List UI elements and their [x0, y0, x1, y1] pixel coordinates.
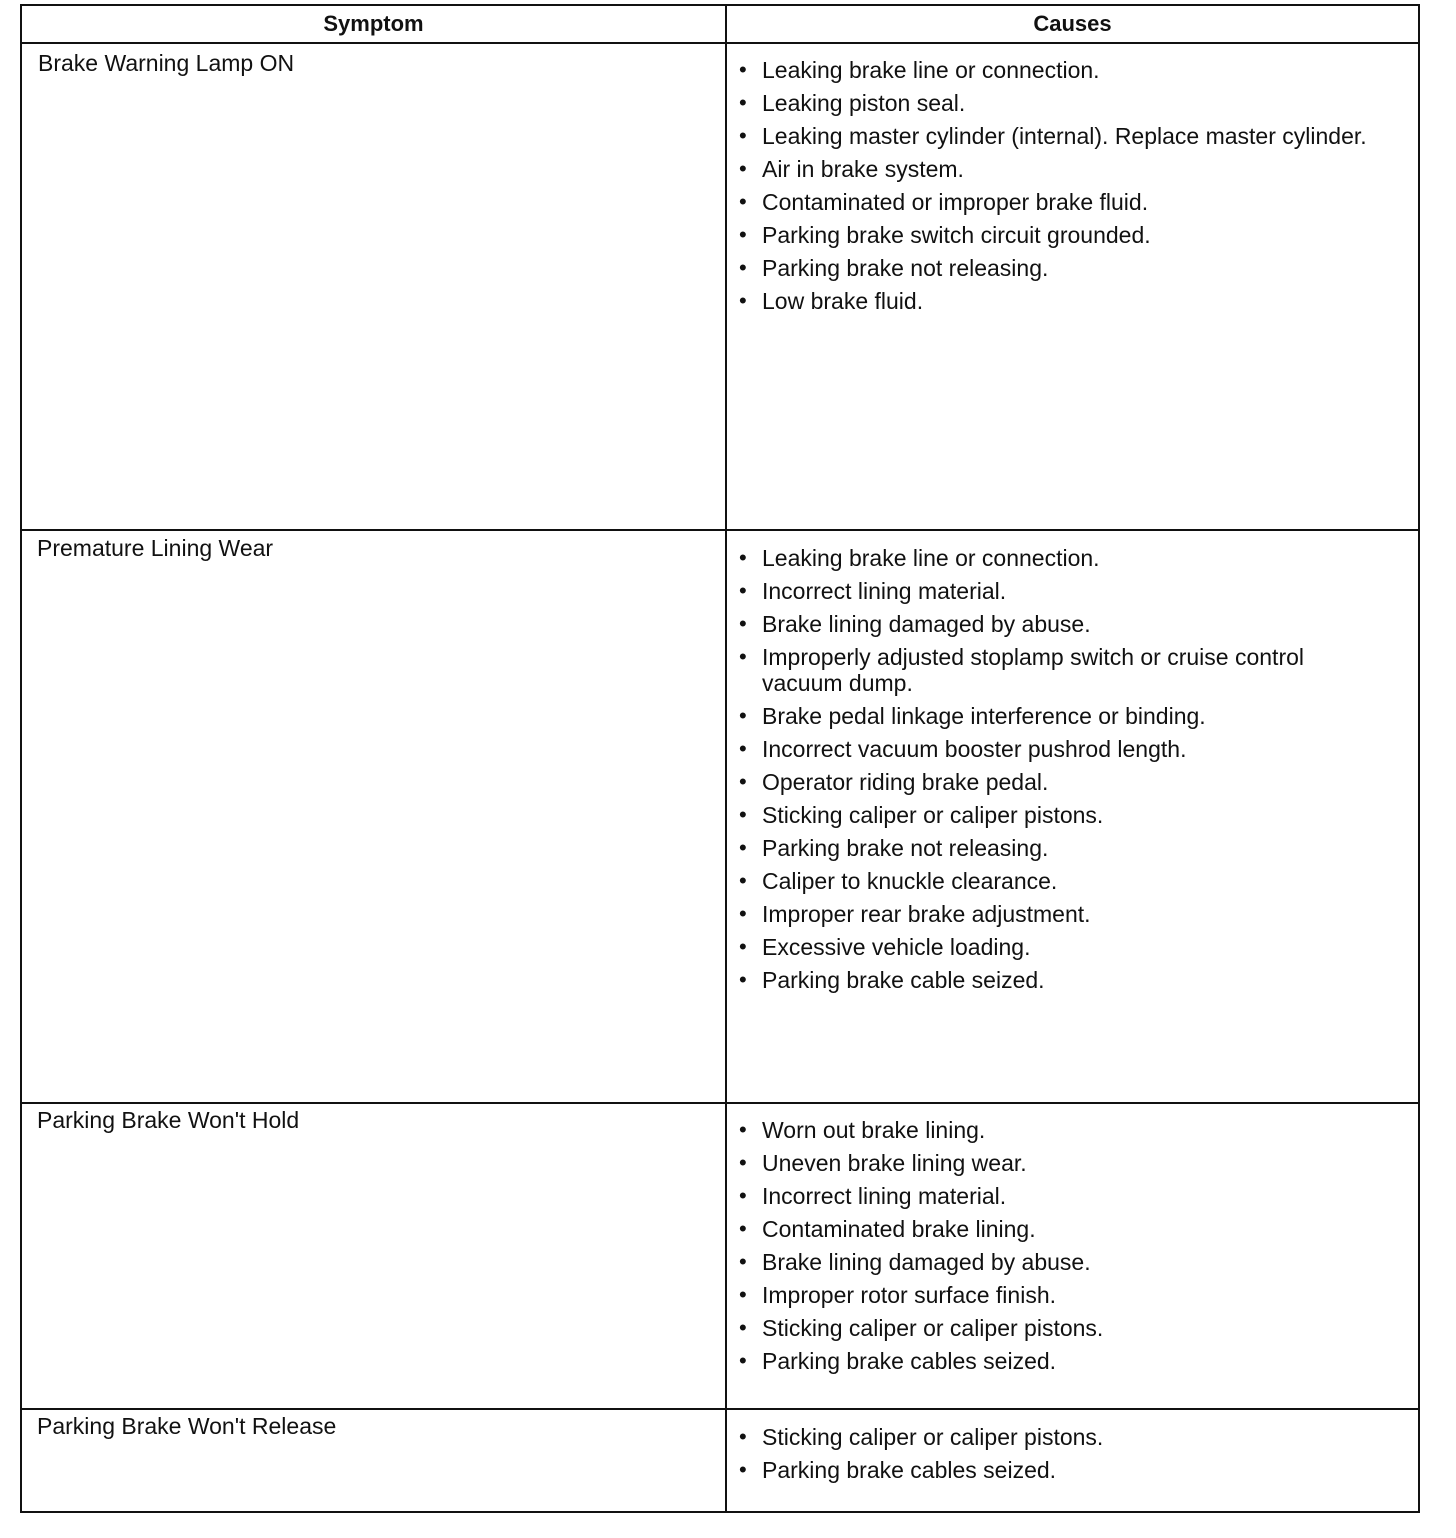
list-item: • Air in brake system. [736, 156, 1376, 182]
list-item: • Brake lining damaged by abuse. [736, 1249, 1376, 1275]
list-item: • Worn out brake lining. [736, 1117, 1376, 1143]
list-item: • Parking brake cables seized. [736, 1348, 1376, 1374]
column-divider [725, 6, 727, 1511]
list-item: • Parking brake cables seized. [736, 1457, 1376, 1483]
list-item: • Parking brake switch circuit grounded. [736, 222, 1376, 248]
list-item: • Operator riding brake pedal. [736, 769, 1376, 795]
list-item: • Improper rear brake adjustment. [736, 901, 1376, 927]
list-item: • Parking brake not releasing. [736, 255, 1376, 281]
causes-list-row-2 [736, 545, 1376, 1000]
list-item: • Excessive vehicle loading. [736, 934, 1376, 960]
list-item: • Brake pedal linkage interference or binding. [736, 703, 1376, 729]
row-divider [22, 1102, 1418, 1104]
list-item: • Leaking master cylinder (internal). Replace master cylinder. [736, 123, 1376, 149]
symptom-cell: Brake Warning Lamp ON [38, 50, 295, 76]
list-item: • Caliper to knuckle clearance. [736, 868, 1376, 894]
list-item: • Uneven brake lining wear. [736, 1150, 1376, 1176]
list-item: • Incorrect lining material. [736, 1183, 1376, 1209]
row-divider [22, 529, 1418, 531]
list-item: • Incorrect vacuum booster pushrod length. [736, 736, 1376, 762]
list-item: • Leaking brake line or connection. [736, 545, 1376, 571]
list-item: • Sticking caliper or caliper pistons. [736, 802, 1376, 828]
symptom-cell: Premature Lining Wear [37, 535, 274, 561]
list-item: • Parking brake cable seized. [736, 967, 1376, 993]
causes-list-row-3 [736, 1117, 1376, 1381]
list-item: • Improper rotor surface finish. [736, 1282, 1376, 1308]
list-item: • Contaminated brake lining. [736, 1216, 1376, 1242]
list-item: • Incorrect lining material. [736, 578, 1376, 604]
causes-list-row-4 [736, 1424, 1376, 1490]
list-item: • Sticking caliper or caliper pistons. [736, 1315, 1376, 1341]
row-divider [22, 1408, 1418, 1410]
list-item: • Low brake fluid. [736, 288, 1376, 314]
list-item: • Leaking brake line or connection. [736, 57, 1376, 83]
symptom-cell: Parking Brake Won't Release [37, 1413, 337, 1439]
list-item: • Parking brake not releasing. [736, 835, 1376, 861]
list-item: • Brake lining damaged by abuse. [736, 611, 1376, 637]
row-divider [22, 42, 1418, 44]
list-item: • Improperly adjusted stoplamp switch or cruise control vacuum dump. [736, 644, 1376, 696]
header-symptom: Symptom [323, 11, 424, 36]
list-item: • Contaminated or improper brake fluid. [736, 189, 1376, 215]
causes-list-row-1 [736, 57, 1376, 321]
symptom-cell: Parking Brake Won't Hold [37, 1107, 300, 1133]
header-causes: Causes [1033, 11, 1112, 36]
list-item: • Leaking piston seal. [736, 90, 1376, 116]
list-item: • Sticking caliper or caliper pistons. [736, 1424, 1376, 1450]
